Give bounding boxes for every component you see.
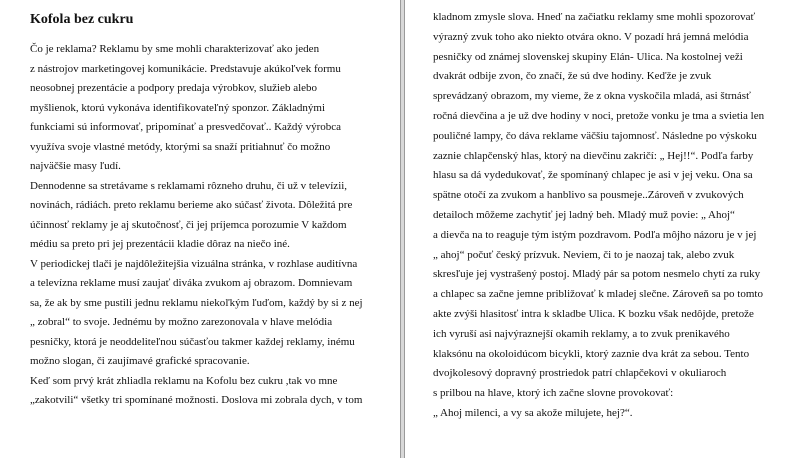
text-line: využíva svoje vlastné metódy, ktorými sa snaží pritiahnuť čo možno xyxy=(30,140,331,153)
text-line: možno slogan, či zaujímavé grafické spracovanie. xyxy=(30,355,250,367)
text-line: „zakotvili“ všetky tri spomínané možnosti. Doslova mi zobrala dych, v tom xyxy=(30,394,363,406)
text-line: médiu sa preto pri jej prezentácii kladie dôraz na niečo iné. xyxy=(30,238,290,250)
text-line: novinách, rádiách. preto reklamu berieme ako súčasť života. Dôležitá pre xyxy=(30,199,353,211)
text-line: z nástrojov marketingovej komunikácie. Predstavuje akúkoľvek formu xyxy=(30,62,341,75)
text-line: neosobnej prezentácie a podpory predaja výrobkov, služieb alebo xyxy=(30,82,318,94)
text-line: Dennodenne sa stretávame s reklamami rôzneho druhu, či už v televízii, xyxy=(30,179,348,192)
text-line: a chlapec sa začne jemne približovať k mladej slečne. Zároveň sa po tomto xyxy=(433,288,763,301)
text-line: sprevádzaný obrazom, my vieme, že z okna vyskočila mladá, asi štrnásť xyxy=(433,90,751,103)
text-line: „ zobral“ to svoje. Jednému by možno zarezonovala v hlave melódia xyxy=(30,316,333,328)
text-line: „ ahoj“ počuť český prízvuk. Neviem, či to je naozaj tak, alebo zvuk xyxy=(433,248,735,261)
text-line: funkciami sú informovať, pripomínať a presvedčovať.. Každý výrobca xyxy=(30,121,342,133)
text-line: výrazný zvuk toho ako niekto otvára okno. V pozadí hrá jemná melódia xyxy=(433,30,749,43)
left-page-body xyxy=(30,40,400,411)
text-line: klaksónu na okoloidúcom bicykli, ktorý zaznie dva krát za sebou. Tento xyxy=(433,347,750,360)
text-line: pesničky od známej slovenskej skupiny Elán- Ulica. Na kostolnej veži xyxy=(433,50,743,63)
text-line: sa, že ak by sme pustili jednu reklamu niekoľkým ľuďom, každý by si z nej xyxy=(30,296,363,309)
text-line: účinnosť reklamy je aj skutočnosť, či jej príjemca porozumie V každom xyxy=(30,218,347,231)
document-title: Kofola bez cukru xyxy=(30,12,134,27)
text-line: a dievča na to reaguje tým istým pozdravom. Podľa môjho názoru je v jej xyxy=(433,228,757,241)
text-line: dvojkolesový dopravný prostriedok patrí chlapčekovi v okuliaroch xyxy=(433,367,727,380)
text-line: najväčšie masy ľudí. xyxy=(30,160,121,172)
text-line: kladnom zmysle slova. Hneď na začiatku reklamy sme mohli spozorovať xyxy=(433,11,756,23)
text-line: myšlienok, ktorú vykonáva identifikovateľný sponzor. Základnými xyxy=(30,101,325,114)
text-line: pesničky, ktorá je neoddeliteľnou súčasťou takmer každej reklamy, inému xyxy=(30,335,355,348)
text-line: „ Ahoj milenci, a vy sa akože milujete, hej?“. xyxy=(433,406,633,419)
right-page xyxy=(404,0,800,458)
text-line: dvakrát odbije zvon, čo značí, že sú dve hodiny. Keďže je zvuk xyxy=(433,70,712,83)
text-line: akte zvýši hlasitosť intra k skladbe Ulica. K bozku však nedôjde, pretože xyxy=(433,307,754,320)
text-line: pouličné lampy, čo dáva reklame väčšiu tajomnosť. Následne po výskoku xyxy=(433,129,757,142)
text-line: a televízna reklame musí zaujať diváka zvukom aj obrazom. Domnievam xyxy=(30,277,353,289)
text-line: Keď som prvý krát zhliadla reklamu na Kofolu bez cukru ,tak vo mne xyxy=(30,374,338,387)
text-line: ich vyruší asi najvýraznejší okamih reklamy, a to zvuk prenikavého xyxy=(433,327,730,340)
text-line: ročná dievčina a je už dve hodiny v noci, pretože vonku je tma a svietia len xyxy=(433,109,765,122)
text-line: V periodickej tlači je najdôležitejšia vizuálna stránka, v rozhlase auditívna xyxy=(30,257,358,270)
text-line: skresľuje jej vystrašený postoj. Mladý pár sa potom nesmelo chytí za ruky xyxy=(433,268,761,281)
text-line: detailoch môžeme zachytiť jej ladný beh. Mladý muž povie: „ Ahoj“ xyxy=(433,208,735,221)
right-page-body xyxy=(433,0,800,424)
text-line: spätne otočí za zvukom a hanblivo sa pousmeje..Zároveň v zvukových xyxy=(433,189,744,202)
text-line: s prilbou na hlave, ktorý ich začne slovne provokovať: xyxy=(433,387,674,400)
text-line: hlasu sa dá vydedukovať, že spomínaný chlapec je asi v jej veku. Ona sa xyxy=(433,169,753,182)
text-line: Čo je reklama? Reklamu by sme mohli charakterizovať ako jeden xyxy=(30,43,320,55)
text-line: zaznie chlapčenský hlas, ktorý na dievčinu zakričí: „ Hej!!“. Podľa farby xyxy=(433,149,754,162)
